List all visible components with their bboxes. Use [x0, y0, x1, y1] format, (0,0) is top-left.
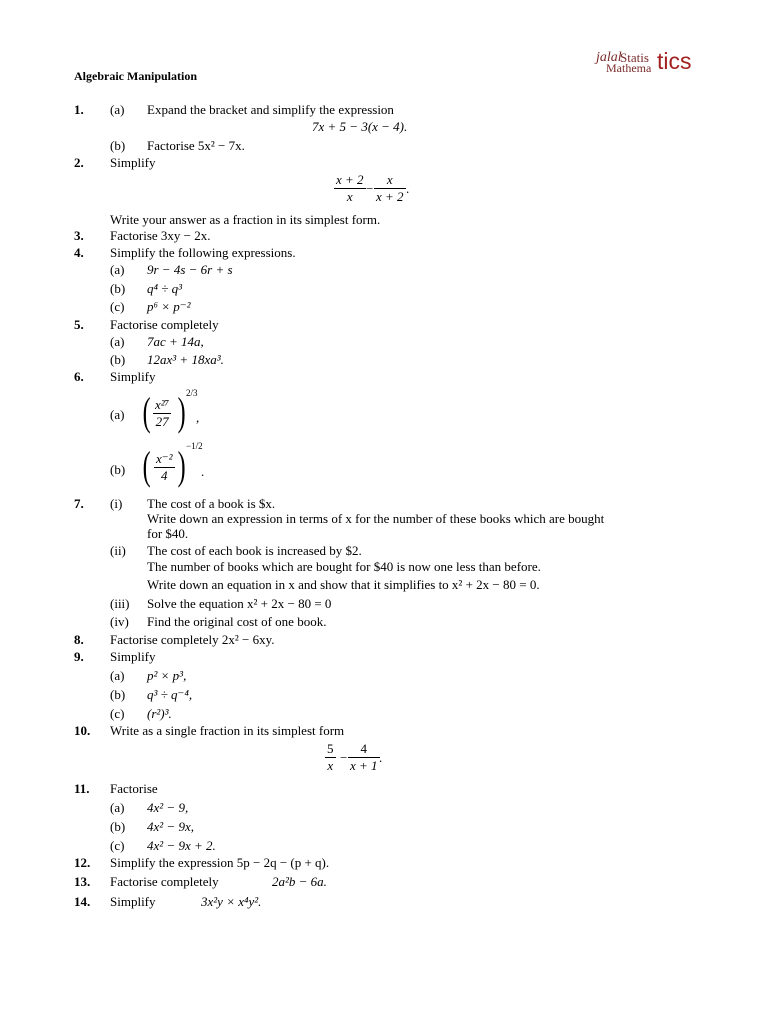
q11b-label: (b) — [110, 819, 126, 834]
q8-number: 8. — [74, 632, 84, 647]
q4b-label: (b) — [110, 281, 126, 296]
q10-denominator-2: x + 1 — [350, 758, 378, 773]
q1-number: 1. — [74, 102, 84, 117]
q7iii-label: (iii) — [110, 596, 130, 611]
q4a-text: 9r − 4s − 6r + s — [147, 262, 233, 277]
q6a-left-paren: ( — [142, 389, 151, 434]
q2-denominator-2: x + 2 — [376, 189, 404, 204]
q7iii-line-1: Solve the equation x² + 2x − 80 = 0 — [147, 596, 332, 611]
q11-text: Factorise — [110, 781, 158, 796]
q2-numerator-1: x + 2 — [336, 172, 364, 187]
q7ii-line-1: The cost of each book is increased by $2. — [147, 543, 362, 558]
q9c-label: (c) — [110, 706, 125, 721]
q11c-label: (c) — [110, 838, 125, 853]
q3-text: Factorise 3xy − 2x. — [110, 228, 211, 243]
q10-numerator-2: 4 — [348, 741, 380, 758]
q6b-left-paren: ( — [142, 443, 151, 488]
q9a-text: p² × p³, — [147, 668, 187, 683]
q4b-text: q⁴ ÷ q³ — [147, 281, 183, 296]
q10-numerator-1: 5 — [327, 741, 334, 756]
page-title: Algebraic Manipulation — [74, 69, 198, 83]
q7ii-label: (ii) — [110, 543, 126, 558]
q11a-text: 4x² − 9, — [147, 800, 189, 815]
q6a-exponent: 2/3 — [186, 388, 198, 398]
q7ii-line-3: Write down an equation in x and show that it simplifies to x² + 2x − 80 = 0. — [147, 577, 540, 592]
logo-statis: Statis — [620, 50, 649, 65]
q7i-label: (i) — [110, 496, 123, 511]
q6b-denominator: 4 — [161, 468, 168, 483]
q6b-fraction — [154, 451, 175, 484]
q2-numerator-2: x — [374, 172, 406, 189]
q9b-label: (b) — [110, 687, 126, 702]
q6b-exponent: −1/2 — [186, 441, 203, 451]
q1b-text: Factorise 5x² − 7x. — [147, 138, 245, 153]
q9b-text: q³ ÷ q⁻⁴, — [147, 687, 193, 702]
q11c-text: 4x² − 9x + 2. — [147, 838, 216, 853]
q10-fraction-1 — [325, 741, 336, 774]
q1a-label: (a) — [110, 102, 125, 117]
q6-number: 6. — [74, 369, 84, 384]
q8-text: Factorise completely 2x² − 6xy. — [110, 632, 275, 647]
q14-expression: 3x²y × x⁴y². — [201, 894, 262, 909]
q1b-label: (b) — [110, 138, 126, 153]
q6b-right-paren: ) — [177, 443, 186, 488]
q6a-fraction — [153, 397, 171, 430]
q7i-line-1: The cost of a book is $x. — [147, 496, 276, 511]
q6b-numerator: x⁻² — [156, 451, 173, 466]
q5-number: 5. — [74, 317, 84, 332]
q7ii-line-2: The number of books which are bought for $40 is now one less than before. — [147, 559, 541, 574]
q12-number: 12. — [74, 855, 91, 870]
q4a-label: (a) — [110, 262, 125, 277]
q4c-label: (c) — [110, 299, 125, 314]
q6-text: Simplify — [110, 369, 156, 384]
q11-number: 11. — [74, 781, 90, 796]
q7-number: 7. — [74, 496, 84, 511]
q4-number: 4. — [74, 245, 84, 260]
q4-text: Simplify the following expressions. — [110, 245, 296, 260]
q6b-tail: . — [201, 464, 205, 479]
q10-text: Write as a single fraction in its simplest form — [110, 723, 345, 738]
q13-number: 13. — [74, 874, 91, 889]
q5b-label: (b) — [110, 352, 126, 367]
q6b-label: (b) — [110, 462, 126, 477]
q6a-denominator: 27 — [155, 414, 169, 429]
q2-text: Simplify — [110, 155, 156, 170]
logo-mathema: Mathema — [606, 61, 652, 75]
q14-text: Simplify — [110, 894, 156, 909]
q1a-text: Expand the bracket and simplify the expression — [147, 102, 394, 117]
q9-number: 9. — [74, 649, 84, 664]
q10-dot: . — [379, 750, 383, 765]
q7i-line-3: for $40. — [147, 526, 189, 541]
q6a-tail: , — [196, 410, 200, 425]
q2-note: Write your answer as a fraction in its simplest form. — [110, 212, 381, 227]
q6a-right-paren: ) — [177, 389, 186, 434]
logo-tics: tics — [657, 48, 692, 74]
q1a-expression: 7x + 5 − 3(x − 4). — [312, 119, 408, 134]
q11a-label: (a) — [110, 800, 125, 815]
q12-text: Simplify the expression 5p − 2q − (p + q). — [110, 855, 330, 870]
q10-denominator-1: x — [327, 758, 334, 773]
q14-number: 14. — [74, 894, 91, 909]
q6a-numerator: x²⁷ — [155, 397, 170, 412]
q9-text: Simplify — [110, 649, 156, 664]
q10-minus: − — [340, 750, 348, 765]
q2-denominator-1: x — [346, 189, 353, 204]
q5-text: Factorise completely — [110, 317, 219, 332]
q2-dot: . — [406, 181, 410, 196]
q11b-text: 4x² − 9x, — [147, 819, 194, 834]
q5a-text: 7ac + 14a, — [147, 334, 204, 349]
q3-number: 3. — [74, 228, 84, 243]
q6a-label: (a) — [110, 407, 125, 422]
q2-fraction-1 — [334, 172, 366, 205]
q9a-label: (a) — [110, 668, 125, 683]
q2-number: 2. — [74, 155, 84, 170]
q7iv-line-1: Find the original cost of one book. — [147, 614, 327, 629]
q7iv-label: (iv) — [110, 614, 129, 629]
q9c-text: (r²)³. — [147, 706, 172, 721]
q13-expression: 2a²b − 6a. — [272, 874, 327, 889]
q2-fraction-2 — [374, 172, 406, 205]
logo — [596, 50, 706, 74]
q13-text: Factorise completely — [110, 874, 219, 889]
q5a-label: (a) — [110, 334, 125, 349]
q4c-text: p⁶ × p⁻² — [147, 299, 191, 314]
q2-minus: − — [366, 181, 374, 196]
q10-number: 10. — [74, 723, 91, 738]
q10-fraction-2 — [348, 741, 383, 774]
logo-jalal: jalal — [596, 50, 622, 65]
q5b-text: 12ax³ + 18xa³. — [147, 352, 224, 367]
q7i-line-2: Write down an expression in terms of x for the number of these books which are bought — [147, 511, 605, 526]
